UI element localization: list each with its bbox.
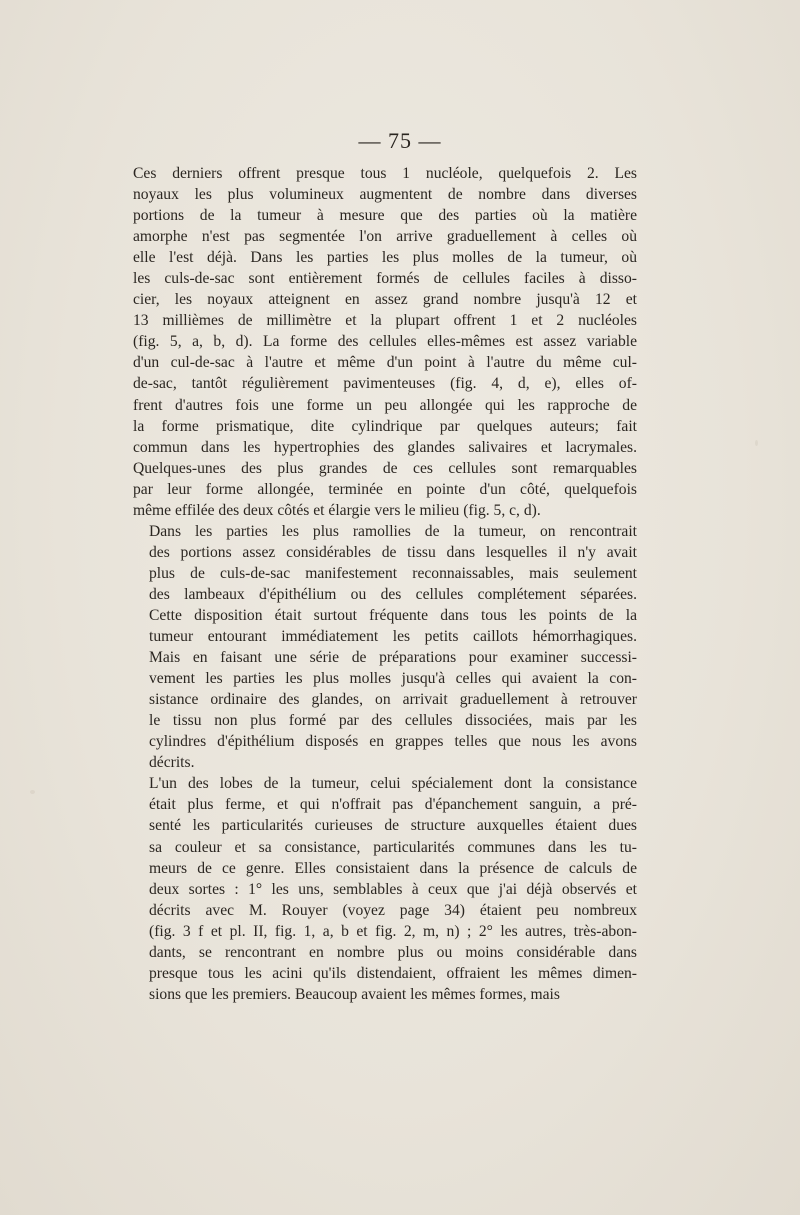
text-line: (fig. 3 f et pl. II, fig. 1, a, b et fig. 2, m, n) ; 2° les autres, très-abon- xyxy=(149,922,637,940)
text-line: d'un cul-de-sac à l'autre et même d'un point à l'autre du même cul- xyxy=(133,354,637,372)
text-line: (fig. 5, a, b, d). La forme des cellules elles-mêmes est assez variable xyxy=(133,333,637,351)
text-line: sistance ordinaire des glandes, on arrivait graduellement à retrouver xyxy=(149,691,637,709)
paper-spot xyxy=(30,790,35,794)
text-line: commun dans les hypertrophies des glandes salivaires et lacrymales. xyxy=(133,438,637,456)
text-line: décrits. xyxy=(149,754,195,772)
text-line: était plus ferme, et qui n'offrait pas d'épanchement sanguin, a pré- xyxy=(149,796,637,814)
text-line: Cette disposition était surtout fréquente dans tous les points de la xyxy=(149,606,637,624)
paper-spot xyxy=(755,440,758,446)
text-line: frent d'autres fois une forme un peu allongée qui les rapproche de xyxy=(133,396,637,414)
text-line: elle l'est déjà. Dans les parties les plus molles de la tumeur, où xyxy=(133,249,637,267)
text-line: senté les particularités curieuses de structure auxquelles étaient dues xyxy=(149,817,637,835)
text-line: même effilée des deux côtés et élargie vers le milieu (fig. 5, c, d). xyxy=(133,501,541,519)
text-line: dants, se rencontrant en nombre plus ou moins considérable dans xyxy=(149,943,637,961)
text-line: décrits avec M. Rouyer (voyez page 34) étaient peu nombreux xyxy=(149,901,637,919)
text-line: tumeur entourant immédiatement les petits caillots hémorrhagiques. xyxy=(149,628,637,646)
text-line: des lambeaux d'épithélium ou des cellules complétement séparées. xyxy=(149,585,637,603)
body-text xyxy=(133,163,637,1005)
text-line: des portions assez considérables de tissu dans lesquelles il n'y avait xyxy=(149,543,637,561)
text-line: amorphe n'est pas segmentée l'on arrive graduellement à celles où xyxy=(133,228,637,246)
page-number: — 75 — xyxy=(358,128,442,153)
text-line: de-sac, tantôt régulièrement pavimenteuses (fig. 4, d, e), elles of- xyxy=(133,375,637,393)
text-line: deux sortes : 1° les uns, semblables à ceux que j'ai déjà observés et xyxy=(149,880,637,898)
paragraph-3 xyxy=(133,773,637,1005)
text-line: Ces derniers offrent presque tous 1 nucléole, quelquefois 2. Les xyxy=(133,165,637,182)
text-line: la forme prismatique, dite cylindrique par quelques auteurs; fait xyxy=(133,417,637,435)
text-line: sa couleur et sa consistance, particularités communes dans les tu- xyxy=(149,838,637,856)
text-line: Quelques-unes des plus grandes de ces cellules sont remarquables xyxy=(133,459,637,477)
text-line: Dans les parties les plus ramollies de la tumeur, on rencontrait xyxy=(149,522,637,540)
text-line: cier, les noyaux atteignent en assez grand nombre jusqu'à 12 et xyxy=(133,291,637,309)
paragraph-1 xyxy=(133,163,637,521)
text-line: presque tous les acini qu'ils distendaient, offraient les mêmes dimen- xyxy=(149,964,637,982)
text-line: vement les parties les plus molles jusqu'à celles qui avaient la con- xyxy=(149,670,637,688)
text-line: meurs de ce genre. Elles consistaient dans la présence de calculs de xyxy=(149,859,637,877)
text-line: cylindres d'épithélium disposés en grappes telles que nous les avons xyxy=(149,733,637,751)
text-line: sions que les premiers. Beaucoup avaient les mêmes formes, mais xyxy=(149,985,560,1003)
paragraph-2 xyxy=(133,521,637,774)
text-line: plus de culs-de-sac manifestement reconnaissables, mais seulement xyxy=(149,564,637,582)
text-line: L'un des lobes de la tumeur, celui spécialement dont la consistance xyxy=(149,775,637,793)
text-line: le tissu non plus formé par des cellules dissociées, mais par les xyxy=(149,712,637,730)
text-line: par leur forme allongée, terminée en pointe d'un côté, quelquefois xyxy=(133,480,637,498)
text-line: 13 millièmes de millimètre et la plupart offrent 1 et 2 nucléoles xyxy=(133,312,637,330)
text-line: les culs-de-sac sont entièrement formés de cellules faciles à disso- xyxy=(133,270,637,288)
text-line: noyaux les plus volumineux augmentent de nombre dans diverses xyxy=(133,186,637,204)
text-line: portions de la tumeur à mesure que des parties où la matière xyxy=(133,207,637,225)
text-line: Mais en faisant une série de préparations pour examiner successi- xyxy=(149,649,637,667)
